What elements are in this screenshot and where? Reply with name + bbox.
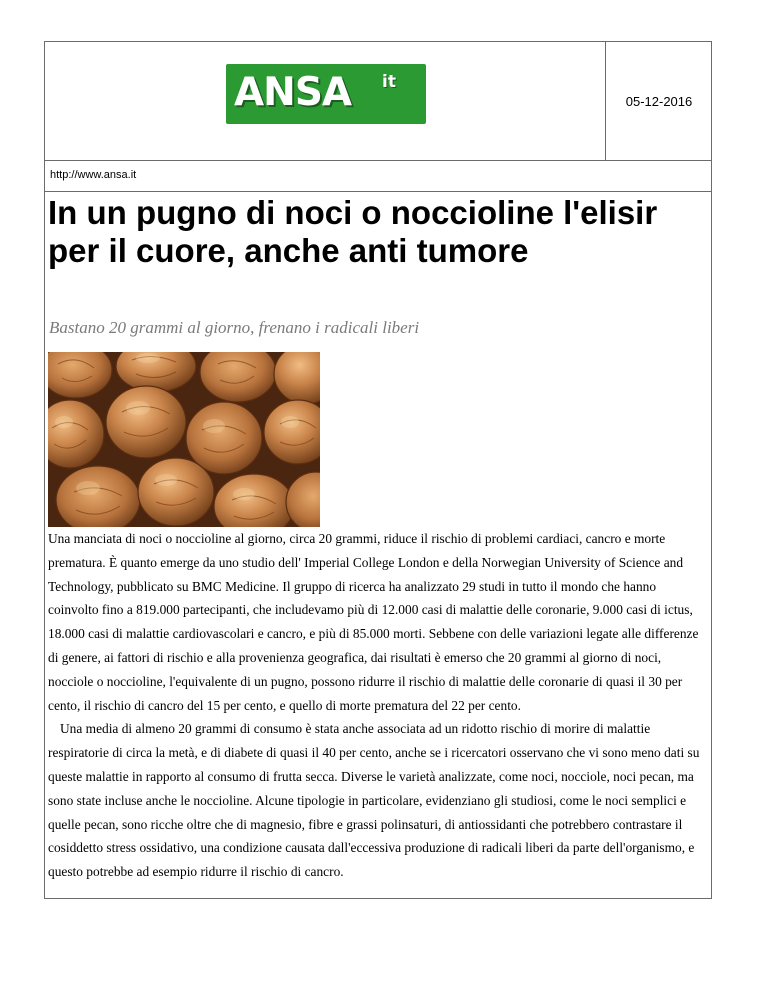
walnuts-photo xyxy=(48,352,320,527)
article-title: In un pugno di noci o noccioline l'elisir per il cuore, anche anti tumore xyxy=(48,194,658,269)
article-subtitle: Bastano 20 grammi al giorno, frenano i radicali liberi xyxy=(49,318,420,337)
publication-date: 05-12-2016 xyxy=(625,94,693,109)
source-url[interactable]: http://www.ansa.it xyxy=(50,169,137,181)
logo-text: ANSA xyxy=(234,70,352,115)
date-cell xyxy=(605,42,712,160)
ansa-logo[interactable] xyxy=(226,64,426,124)
article-paragraph-2: Una media di almeno 20 grammi di consumo è stata anche associata ad un ridotto rischio di morire di malattie respiratorie di circa la metà, e di diabete di quasi il 40 per cento, anche se i ricercatori osservano che vi sono meno dati su queste malattie in rapporto al consumo di frutta secca. Diverse le varietà analizzate, come noci, nocciole, noci pecan, ma sono state incluse anche le noccioline. Alcune tipologie in particolare, evidenziano gli studiosi, come le noci semplici e quelle pecan, sono ricche oltre che di magnesio, fibre e grassi polinsaturi, di antiossidanti che potrebbero contrastare il cosiddetto stress ossidativo, una condizione causata dall'eccessiva produzione di radicali liberi da parte dell'organismo, e questo potrebbe ad esempio ridurre il rischio di cancro. xyxy=(48,721,700,880)
article-paragraph-1: Una manciata di noci o noccioline al giorno, circa 20 grammi, riduce il rischio di problemi cardiaci, cancro e morte prematura. È quanto emerge da uno studio dell' Imperial College London e della Norwegian University of Science and Technology, pubblicato su BMC Medicine. Il gruppo di ricerca ha analizzato 29 studi in tutto il mondo che hanno coinvolto fino a 819.000 partecipanti, che includevamo più di 12.000 casi di malattie delle coronarie, 9.000 casi di ictus, 18.000 casi di malattie cardiovascolari e cancro, e più di 85.000 morti. Sebbene con delle variazioni legate alle differenze di genere, ai fattori di rischio e alla provenienza geografica, dai risultati è emerso che 20 grammi al giorno di noci, nocciole o noccioline, l'equivalente di un pugno, possono ridurre il rischio di malattie delle coronarie di quasi il 30 per cento, il rischio di cancro del 15 per cento, e quello di morte prematura del 22 per cento. xyxy=(48,531,699,713)
header-row xyxy=(45,42,711,161)
source-url-row xyxy=(45,160,711,192)
article-body xyxy=(48,527,708,884)
page-frame xyxy=(44,41,712,899)
logo-suffix: it xyxy=(382,72,396,92)
